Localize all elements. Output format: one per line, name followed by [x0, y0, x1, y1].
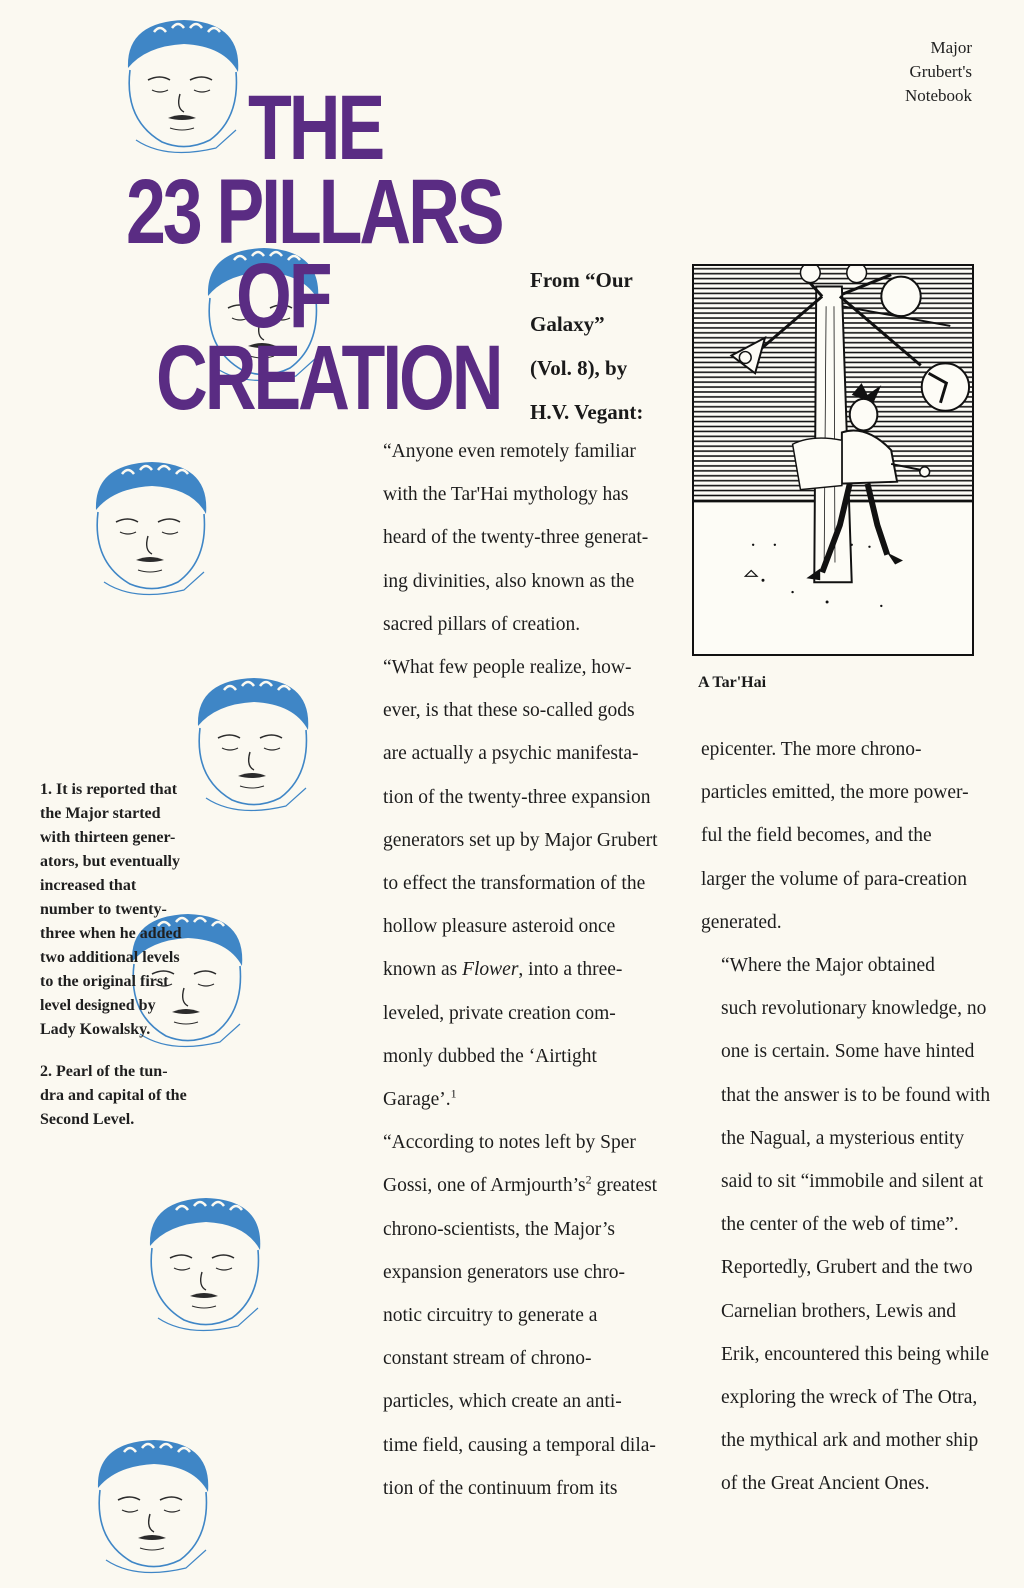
text-line: larger the volume of para-creation — [701, 868, 968, 890]
paragraph — [701, 944, 1001, 1506]
text-line: particles, which create an anti- — [383, 1391, 622, 1413]
text-line: one is certain. Some have hinted — [721, 1041, 975, 1063]
tarhai-drawing — [694, 266, 972, 654]
text-fragment: , into a three- — [518, 959, 623, 981]
portrait-face-icon — [74, 452, 224, 602]
notebook-line: Notebook — [904, 86, 972, 105]
text-line: leveled, private creation com- — [383, 1002, 616, 1024]
text-line: tion of the continuum from its — [383, 1477, 618, 1499]
source-line: H.V. Vegant: — [530, 400, 644, 424]
paragraph — [363, 430, 663, 646]
text-line: ever, is that these so-called gods — [383, 700, 635, 722]
portrait-face-icon — [76, 1430, 226, 1580]
text-line: tion of the twenty-three expansion — [383, 786, 651, 808]
footnote-line: Lady Kowalsky. — [40, 1021, 151, 1038]
text-line: Carnelian brothers, Lewis and — [721, 1300, 957, 1322]
text-line — [363, 1078, 663, 1121]
footnote-line: the Major started — [40, 805, 161, 822]
source-line: Galaxy” — [530, 312, 605, 336]
portrait-face-icon — [128, 1188, 278, 1338]
footnote-1 — [40, 778, 215, 1042]
title-line: THE — [248, 77, 383, 179]
tarhai-illustration — [692, 264, 974, 656]
text-line: hollow pleasure asteroid once — [383, 916, 616, 938]
text-line: ing divinities, also known as the — [383, 570, 635, 592]
text-line: sacred pillars of creation. — [383, 613, 581, 635]
text-line: “What few people realize, how- — [383, 657, 632, 679]
text-line: “Where the Major obtained — [721, 955, 935, 977]
notebook-line: Grubert's — [909, 62, 972, 81]
footnote-line: ators, but eventually — [40, 853, 180, 870]
text-line: “Anyone even remotely familiar — [383, 441, 636, 462]
footnote-ref: 2 — [585, 1172, 592, 1187]
footnote-line: increased that — [40, 877, 137, 894]
paragraph — [363, 646, 663, 1121]
footnote-line: to the original first — [40, 973, 169, 990]
text-line: the mythical ark and mother ship — [721, 1430, 979, 1452]
text-line: exploring the wreck of The Otra, — [721, 1387, 978, 1409]
footnote-2 — [40, 1060, 215, 1132]
text-line: notic circuitry to generate a — [383, 1305, 598, 1327]
paragraph — [363, 1121, 663, 1510]
italic-name: Flower — [462, 959, 519, 981]
text-line: ful the field becomes, and the — [701, 825, 932, 847]
text-line: generated. — [701, 911, 782, 933]
text-fragment: Gossi, one of Armjourth’s — [383, 1175, 586, 1197]
footnote-line: level designed by — [40, 997, 156, 1014]
text-line: the Nagual, a mysterious entity — [721, 1127, 965, 1149]
text-line: expansion generators use chro- — [383, 1261, 626, 1283]
text-line: that the answer is to be found with — [721, 1084, 991, 1106]
text-line: the center of the web of time”. — [721, 1214, 959, 1236]
text-fragment: greatest — [591, 1175, 658, 1197]
notebook-line: Major — [930, 38, 972, 57]
source-line: From “Our — [530, 268, 633, 292]
text-line: “According to notes left by Sper — [383, 1132, 636, 1154]
footnote-line: Second Level. — [40, 1111, 135, 1128]
text-line: heard of the twenty-three generat- — [383, 527, 649, 549]
paragraph — [701, 728, 1001, 944]
text-line: monly dubbed the ‘Airtight — [383, 1045, 597, 1067]
text-line: to effect the transformation of the — [383, 873, 646, 895]
text-line: generators set up by Major Grubert — [383, 829, 658, 851]
text-line: with the Tar'Hai mythology has — [383, 484, 629, 506]
text-line: Reportedly, Grubert and the two — [721, 1257, 973, 1279]
text-line: epicenter. The more chrono- — [701, 739, 922, 760]
text-fragment: Garage’. — [383, 1089, 451, 1111]
title-line: OF — [236, 245, 330, 347]
notebook-label — [852, 36, 972, 108]
illustration-caption: A Tar'Hai — [698, 674, 767, 691]
text-line: particles emitted, the more power- — [701, 782, 969, 804]
footnote-line: three when he added — [40, 925, 182, 942]
text-line: are actually a psychic manifesta- — [383, 743, 639, 765]
text-line: such revolutionary knowledge, no — [721, 998, 987, 1020]
footnotes — [40, 778, 215, 1150]
text-fragment: known as — [383, 959, 463, 981]
text-line: time field, causing a temporal dila- — [383, 1434, 656, 1456]
article-column-1 — [363, 430, 663, 1510]
footnote-ref: 1 — [450, 1086, 457, 1101]
footnote-line: 2. Pearl of the tun- — [40, 1063, 168, 1080]
article-column-2 — [701, 728, 1001, 1506]
text-line — [363, 948, 663, 991]
footnote-line: with thirteen gener- — [40, 829, 176, 846]
text-line: chrono-scientists, the Major’s — [383, 1218, 615, 1240]
page-title — [0, 0, 520, 440]
footnote-line: dra and capital of the — [40, 1087, 187, 1104]
footnote-line: 1. It is reported that — [40, 781, 178, 798]
source-credit — [530, 258, 670, 434]
source-line: (Vol. 8), by — [530, 356, 628, 380]
text-line — [363, 1164, 663, 1207]
title-line: CREATION — [156, 327, 501, 429]
text-line: said to sit “immobile and silent at — [721, 1171, 984, 1193]
text-line: of the Great Ancient Ones. — [721, 1473, 930, 1495]
title-line: 23 PILLARS — [126, 161, 502, 263]
text-line: Erik, encountered this being while — [721, 1343, 990, 1365]
footnote-line: number to twenty- — [40, 901, 167, 918]
text-line: constant stream of chrono- — [383, 1348, 592, 1370]
footnote-line: two additional levels — [40, 949, 180, 966]
